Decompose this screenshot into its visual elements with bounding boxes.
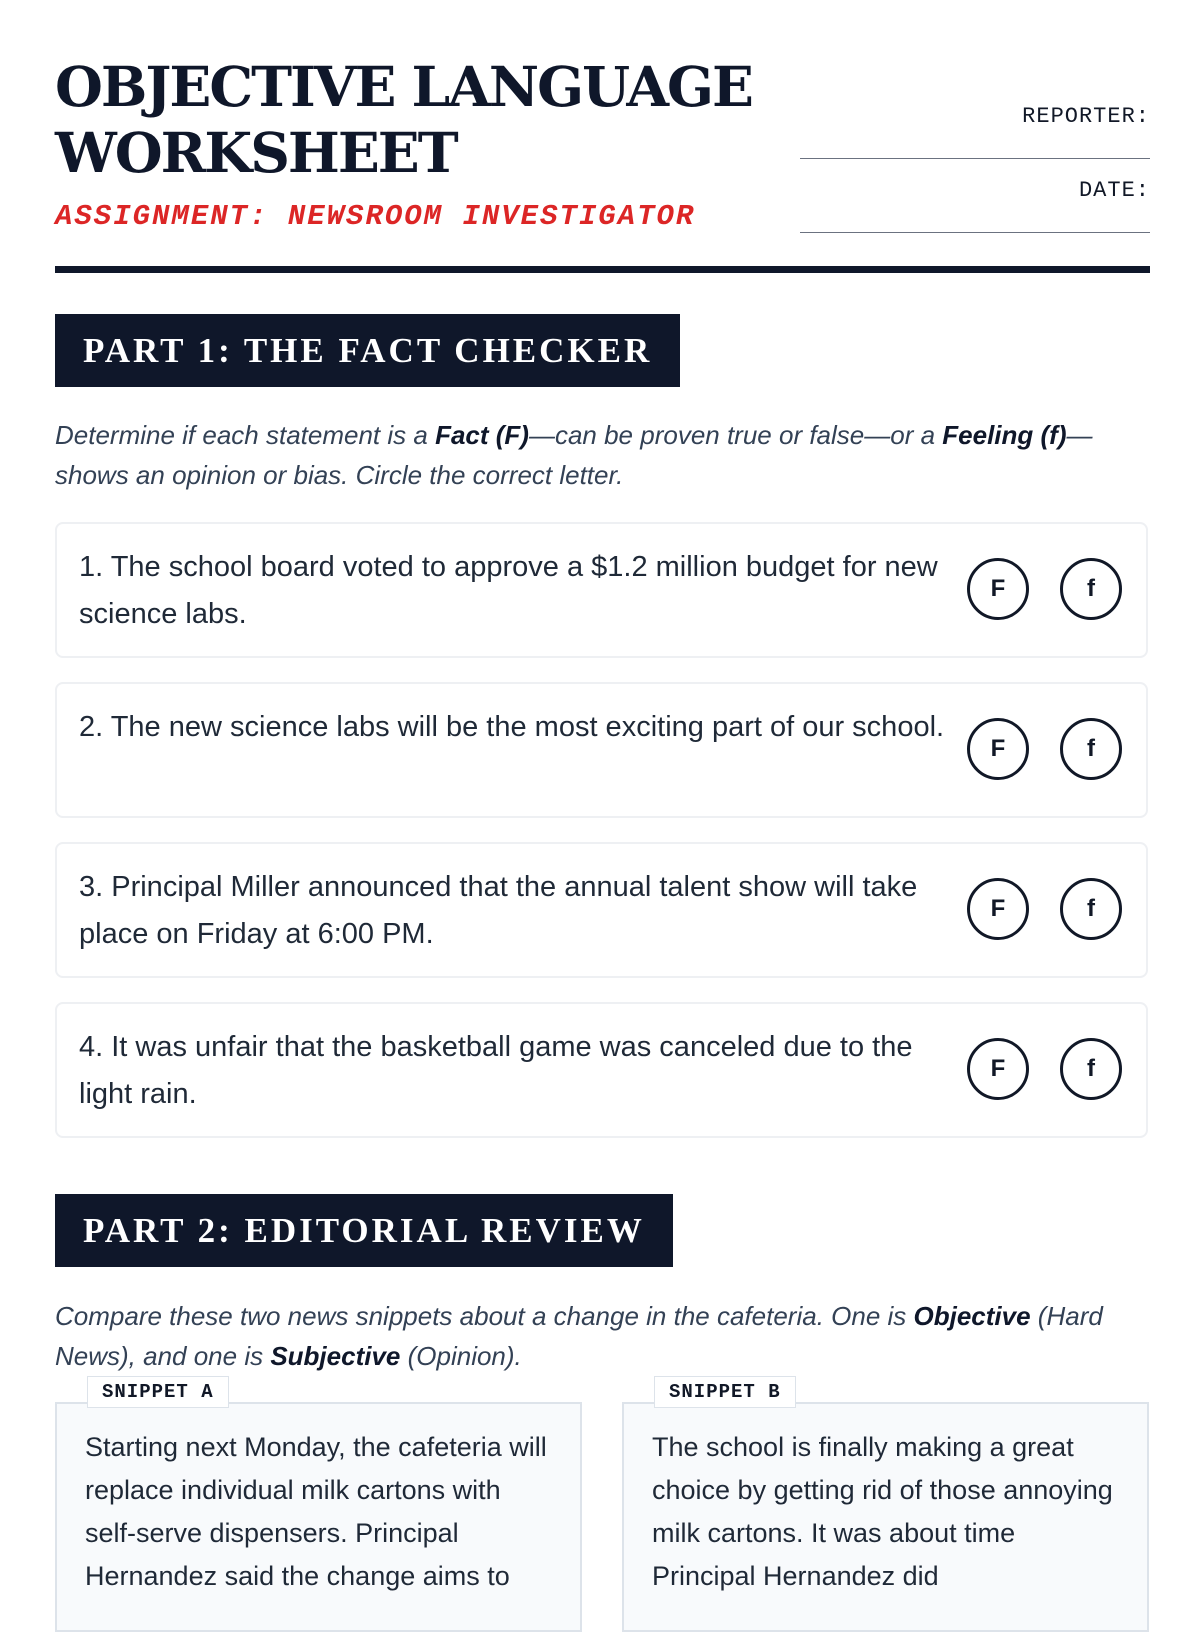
part1-heading: PART 1: THE FACT CHECKER <box>55 314 680 387</box>
question-text: 3. Principal Miller announced that the annual talent show will take place on Friday at 6:00 PM. <box>79 871 918 950</box>
question-card-3 <box>55 842 1148 978</box>
feeling-option[interactable]: f <box>1060 558 1122 620</box>
part1-instructions: Determine if each statement is a Fact (F)—can be proven true or false—or a Feeling (f)—shows an opinion or bias. Circle the correct letter. <box>55 420 1093 490</box>
snippet-a <box>55 1381 582 1632</box>
snippet-b-label: SNIPPET B <box>654 1376 796 1408</box>
reporter-field[interactable] <box>800 96 1150 170</box>
date-field[interactable] <box>800 170 1150 244</box>
part2-instructions: Compare these two news snippets about a change in the cafeteria. One is Objective (Hard News), and one is Subjective (Opinion). <box>55 1301 1103 1371</box>
snippet-b-text: The school is finally making a great choice by getting rid of those annoying milk cartons. It was about time Principal Hernandez did <box>652 1432 1113 1591</box>
header-divider <box>55 266 1150 273</box>
fact-option[interactable]: F <box>967 558 1029 620</box>
question-text: 4. It was unfair that the basketball game was canceled due to the light rain. <box>79 1031 913 1110</box>
question-text: 1. The school board voted to approve a $1.2 million budget for new science labs. <box>79 551 938 630</box>
worksheet-title: OBJECTIVE LANGUAGE WORKSHEET <box>55 54 752 185</box>
snippet-b <box>622 1381 1149 1632</box>
fact-option[interactable]: F <box>967 1038 1029 1100</box>
assignment-subtitle: ASSIGNMENT: NEWSROOM INVESTIGATOR <box>55 200 696 233</box>
worksheet-page <box>55 0 1150 1600</box>
fact-option[interactable]: F <box>967 718 1029 780</box>
feeling-option[interactable]: f <box>1060 878 1122 940</box>
question-card-1 <box>55 522 1148 658</box>
snippet-a-label: SNIPPET A <box>87 1376 229 1408</box>
feeling-option[interactable]: f <box>1060 1038 1122 1100</box>
reporter-label: REPORTER: <box>1022 104 1150 129</box>
question-card-4 <box>55 1002 1148 1138</box>
feeling-option[interactable]: f <box>1060 718 1122 780</box>
date-line[interactable] <box>800 232 1150 233</box>
reporter-line[interactable] <box>800 158 1150 159</box>
part2-heading: PART 2: EDITORIAL REVIEW <box>55 1194 673 1267</box>
question-card-2 <box>55 682 1148 818</box>
date-label: DATE: <box>1078 178 1150 203</box>
question-text: 2. The new science labs will be the most exciting part of our school. <box>79 711 945 743</box>
snippet-a-text: Starting next Monday, the cafeteria will replace individual milk cartons with self-serve dispensers. Principal Hernandez said the change aims to <box>85 1432 547 1591</box>
fact-option[interactable]: F <box>967 878 1029 940</box>
header-fields <box>800 96 1150 244</box>
